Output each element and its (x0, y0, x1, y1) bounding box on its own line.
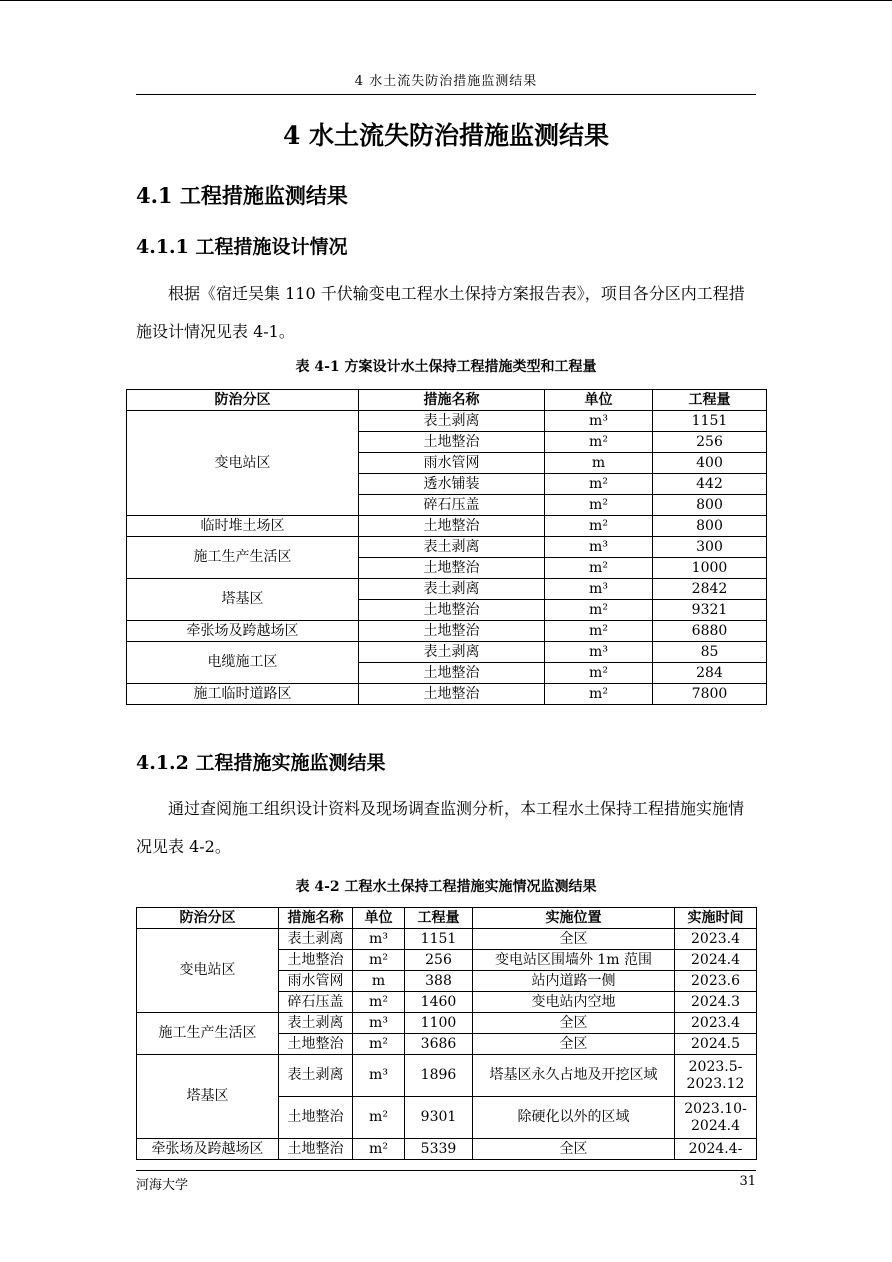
qty-cell: 442 (653, 474, 767, 495)
time-cell: 2024.4 (675, 950, 757, 971)
measure-cell: 土地整治 (359, 516, 545, 537)
time-cell (675, 1055, 757, 1097)
qty-cell: 7800 (653, 684, 767, 705)
measure-cell: 土地整治 (279, 1097, 353, 1139)
qty-cell: 256 (405, 950, 473, 971)
qty-cell: 400 (653, 453, 767, 474)
table-row (137, 1055, 757, 1097)
location-cell: 全区 (473, 1139, 675, 1160)
table-row (137, 1013, 757, 1034)
qty-cell: 5339 (405, 1139, 473, 1160)
unit-cell: m² (353, 1097, 405, 1139)
section-4-1-2-title: 4.1.2 工程措施实施监测结果 (136, 752, 386, 774)
unit-cell: m² (545, 516, 653, 537)
unit-cell: m² (353, 950, 405, 971)
table-header-row (127, 390, 767, 411)
qty-cell: 9301 (405, 1097, 473, 1139)
unit-cell: m² (545, 495, 653, 516)
zone-cell: 施工生产生活区 (127, 537, 359, 579)
location-cell: 全区 (473, 1013, 675, 1034)
time-cell (675, 1097, 757, 1139)
zone-cell: 临时堆土场区 (127, 516, 359, 537)
section-4-1-1-title: 4.1.1 工程措施设计情况 (136, 236, 348, 258)
qty-cell: 9321 (653, 600, 767, 621)
zone-cell: 变电站区 (127, 411, 359, 516)
measure-cell: 土地整治 (359, 558, 545, 579)
running-header: 4 水土流失防治措施监测结果 (354, 74, 538, 89)
table-row (127, 579, 767, 600)
unit-cell: m² (545, 432, 653, 453)
time-line: 2023.12 (686, 1075, 745, 1092)
top-border (0, 0, 892, 1)
location-cell: 变电站内空地 (473, 992, 675, 1013)
zone-cell: 牵张场及跨越场区 (127, 621, 359, 642)
unit-cell: m² (545, 684, 653, 705)
zone-cell: 塔基区 (127, 579, 359, 621)
time-cell: 2023.4 (675, 929, 757, 950)
unit-cell: m² (545, 663, 653, 684)
unit-cell: m² (353, 992, 405, 1013)
chapter-title: 4 水土流失防治措施监测结果 (282, 121, 610, 150)
table-row (127, 642, 767, 663)
table-row (137, 929, 757, 950)
unit-cell: m² (353, 1139, 405, 1160)
unit-cell: m² (353, 1034, 405, 1055)
location-cell: 除硬化以外的区域 (473, 1097, 675, 1139)
qty-cell: 256 (653, 432, 767, 453)
header-cell: 防治分区 (127, 390, 359, 411)
measure-cell: 土地整治 (359, 621, 545, 642)
time-cell: 2023.6 (675, 971, 757, 992)
measure-cell: 土地整治 (359, 684, 545, 705)
zone-cell: 电缆施工区 (127, 642, 359, 684)
time-cell: 2023.4 (675, 1013, 757, 1034)
qty-cell: 2842 (653, 579, 767, 600)
time-line: 2024.4 (691, 1117, 740, 1134)
table-row (127, 621, 767, 642)
header-cell: 措施名称 (359, 390, 545, 411)
unit-cell: m² (545, 558, 653, 579)
measure-cell: 土地整治 (359, 432, 545, 453)
measure-cell: 土地整治 (359, 600, 545, 621)
zone-cell: 牵张场及跨越场区 (137, 1139, 279, 1160)
table-4-1 (126, 389, 767, 705)
time-cell: 2024.5 (675, 1034, 757, 1055)
zone-cell: 施工生产生活区 (137, 1013, 279, 1055)
qty-cell: 800 (653, 516, 767, 537)
header-cell: 单位 (353, 908, 405, 929)
unit-cell: m³ (353, 1013, 405, 1034)
qty-cell: 85 (653, 642, 767, 663)
qty-cell: 1151 (405, 929, 473, 950)
header-cell: 措施名称 (279, 908, 353, 929)
measure-cell: 表土剥离 (359, 642, 545, 663)
measure-cell: 土地整治 (279, 1034, 353, 1055)
header-cell: 防治分区 (137, 908, 279, 929)
qty-cell: 1460 (405, 992, 473, 1013)
table-row (127, 537, 767, 558)
footer-institution: 河海大学 (136, 1178, 189, 1193)
table-row (127, 684, 767, 705)
section-4-1-title: 4.1 工程措施监测结果 (136, 183, 348, 208)
header-rule (136, 94, 756, 95)
measure-cell: 碎石压盖 (279, 992, 353, 1013)
qty-cell: 1896 (405, 1055, 473, 1097)
zone-cell: 施工临时道路区 (127, 684, 359, 705)
unit-cell: m³ (353, 1055, 405, 1097)
zone-cell: 塔基区 (137, 1055, 279, 1139)
qty-cell: 388 (405, 971, 473, 992)
unit-cell: m³ (545, 642, 653, 663)
qty-cell: 800 (653, 495, 767, 516)
time-cell: 2024.4- (675, 1139, 757, 1160)
measure-cell: 表土剥离 (359, 411, 545, 432)
qty-cell: 1000 (653, 558, 767, 579)
measure-cell: 雨水管网 (359, 453, 545, 474)
measure-cell: 表土剥离 (359, 537, 545, 558)
measure-cell: 表土剥离 (279, 1055, 353, 1097)
qty-cell: 300 (653, 537, 767, 558)
table-row (137, 1139, 757, 1160)
table-4-2-caption: 表 4-2 工程水土保持工程措施实施情况监测结果 (295, 879, 597, 895)
location-cell: 变电站区围墙外 1m 范围 (473, 950, 675, 971)
table-header-row (137, 908, 757, 929)
location-cell: 塔基区永久占地及开挖区域 (473, 1055, 675, 1097)
time-line: 2023.10- (684, 1100, 747, 1117)
location-cell: 全区 (473, 1034, 675, 1055)
footer-rule (136, 1170, 756, 1171)
measure-cell: 透水铺装 (359, 474, 545, 495)
header-cell: 实施位置 (473, 908, 675, 929)
qty-cell: 3686 (405, 1034, 473, 1055)
header-cell: 工程量 (405, 908, 473, 929)
unit-cell: m³ (545, 411, 653, 432)
location-cell: 站内道路一侧 (473, 971, 675, 992)
measure-cell: 表土剥离 (279, 1013, 353, 1034)
qty-cell: 1151 (653, 411, 767, 432)
unit-cell: m³ (545, 579, 653, 600)
time-cell: 2024.3 (675, 992, 757, 1013)
page-number: 31 (739, 1174, 756, 1189)
unit-cell: m² (545, 600, 653, 621)
header-cell: 工程量 (653, 390, 767, 411)
measure-cell: 土地整治 (359, 663, 545, 684)
unit-cell: m (545, 453, 653, 474)
qty-cell: 284 (653, 663, 767, 684)
unit-cell: m² (545, 474, 653, 495)
table-row (127, 411, 767, 432)
measure-cell: 雨水管网 (279, 971, 353, 992)
table-4-1-caption: 表 4-1 方案设计水土保持工程措施类型和工程量 (295, 359, 597, 375)
section-4-1-2-paragraph: 通过查阅施工组织设计资料及现场调查监测分析，本工程水土保持工程措施实施情况见表 4-2。 (136, 799, 745, 856)
measure-cell: 表土剥离 (359, 579, 545, 600)
header-cell: 实施时间 (675, 908, 757, 929)
qty-cell: 1100 (405, 1013, 473, 1034)
measure-cell: 表土剥离 (279, 929, 353, 950)
zone-cell: 变电站区 (137, 929, 279, 1013)
table-row (127, 516, 767, 537)
unit-cell: m³ (545, 537, 653, 558)
unit-cell: m (353, 971, 405, 992)
measure-cell: 土地整治 (279, 1139, 353, 1160)
table-4-2 (136, 907, 757, 1160)
unit-cell: m³ (353, 929, 405, 950)
header-cell: 单位 (545, 390, 653, 411)
qty-cell: 6880 (653, 621, 767, 642)
unit-cell: m² (545, 621, 653, 642)
section-4-1-1-paragraph: 根据《宿迁吴集 110 千伏输变电工程水土保持方案报告表》，项目各分区内工程措施设计情况见表 4-1。 (136, 284, 745, 341)
time-line: 2023.5- (688, 1058, 743, 1075)
measure-cell: 碎石压盖 (359, 495, 545, 516)
measure-cell: 土地整治 (279, 950, 353, 971)
location-cell: 全区 (473, 929, 675, 950)
